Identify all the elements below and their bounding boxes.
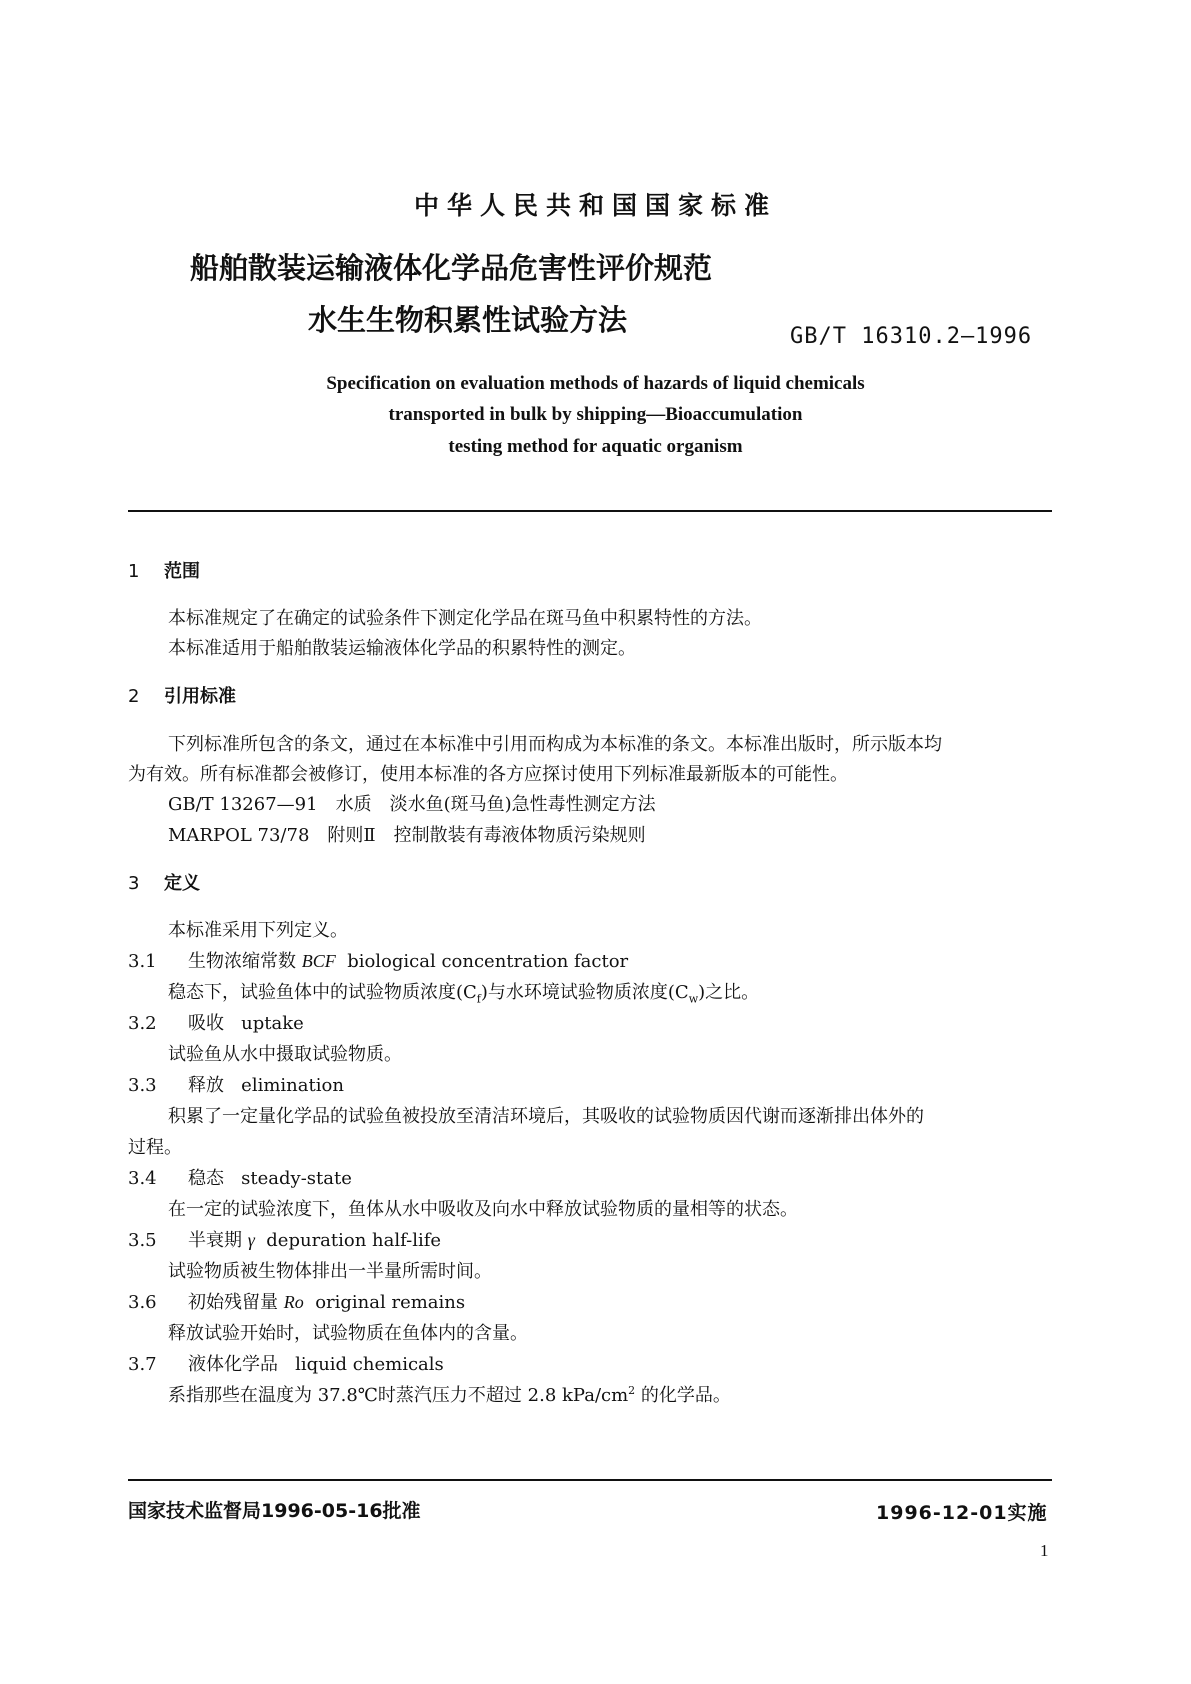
definition-3-5-symbol: γ	[247, 1230, 255, 1250]
section-1-label: 范围	[164, 561, 200, 582]
section-2-para-1a: 下列标准所包含的条文，通过在本标准中引用而构成为本标准的条文。本标准出版时，所示版本均	[168, 734, 942, 755]
definition-3-3-number: 3.3	[128, 1075, 157, 1096]
definition-3-1-term: 生物浓缩常数	[188, 951, 296, 972]
definition-3-7-superscript: 2	[628, 1384, 636, 1397]
implementation-date: 1996-12-01实施	[876, 1502, 1048, 1524]
definition-3-1-text-b: )与水环境试验物质浓度(C	[480, 982, 689, 1003]
section-2-ref-2: MARPOL 73/78 附则Ⅱ 控制散装有毒液体物质污染规则	[168, 825, 646, 846]
definition-3-4-english: steady-state	[241, 1168, 352, 1189]
title-en-line1: Specification on evaluation methods of hazards of liquid chemicals	[326, 373, 865, 394]
title-cn-line2: 水生生物积累性试验方法	[308, 303, 628, 337]
definition-3-3-english: elimination	[241, 1075, 344, 1096]
definition-3-4-term: 稳态	[188, 1168, 224, 1189]
definition-3-7-text-a: 系指那些在温度为 37.8℃时蒸汽压力不超过 2.8 kPa/cm	[168, 1385, 629, 1406]
footer-divider	[128, 1479, 1052, 1481]
definition-3-1-english: biological concentration factor	[347, 951, 629, 972]
definition-3-1-number: 3.1	[128, 951, 157, 972]
definition-3-4-text: 在一定的试验浓度下，鱼体从水中吸收及向水中释放试验物质的量相等的状态。	[168, 1199, 798, 1220]
page-number: 1	[1040, 1541, 1049, 1560]
definition-3-1-symbol: BCF	[301, 951, 336, 971]
section-2-heading	[128, 682, 236, 708]
definition-3-2-number: 3.2	[128, 1013, 157, 1034]
definition-3-2-term: 吸收	[188, 1013, 224, 1034]
definition-3-6-text: 释放试验开始时，试验物质在鱼体内的含量。	[168, 1323, 528, 1344]
title-en-line3: testing method for aquatic organism	[448, 436, 743, 457]
definition-3-7-text-b: 的化学品。	[635, 1385, 731, 1406]
definition-3-7-english: liquid chemicals	[295, 1354, 444, 1375]
definition-3-5-english: depuration half-life	[266, 1230, 442, 1251]
definition-3-1-text-a: 稳态下，试验鱼体中的试验物质浓度(C	[168, 982, 477, 1003]
definition-3-6-symbol: Ro	[283, 1292, 304, 1312]
standard-number: GB/T 16310.2—1996	[790, 324, 1033, 349]
section-1-number: 1	[128, 561, 140, 582]
section-2-number: 2	[128, 686, 140, 707]
header-divider	[128, 510, 1052, 512]
definition-3-1-text-c: )之比。	[698, 982, 760, 1003]
definition-3-7	[128, 1350, 444, 1376]
definition-3-4-number: 3.4	[128, 1168, 157, 1189]
definition-3-1	[128, 947, 628, 973]
definition-3-4	[128, 1164, 352, 1190]
section-2-ref-1: GB/T 13267—91 水质 淡水鱼(斑马鱼)急性毒性测定方法	[168, 794, 656, 815]
definition-3-5	[128, 1226, 441, 1252]
definition-3-2	[128, 1009, 304, 1035]
definition-3-7-text	[168, 1381, 731, 1407]
definition-3-5-text: 试验物质被生物体排出一半量所需时间。	[168, 1261, 492, 1282]
section-1-heading	[128, 557, 200, 583]
section-3-intro: 本标准采用下列定义。	[168, 920, 348, 941]
section-1-para-1: 本标准规定了在确定的试验条件下测定化学品在斑马鱼中积累特性的方法。	[168, 608, 762, 629]
definition-3-7-number: 3.7	[128, 1354, 157, 1375]
section-3-label: 定义	[164, 873, 200, 894]
definition-3-6	[128, 1288, 465, 1314]
definition-3-6-term: 初始残留量	[188, 1292, 278, 1313]
approval-date: 国家技术监督局1996-05-16批准	[128, 1500, 421, 1522]
section-2-para-1b: 为有效。所有标准都会被修订，使用本标准的各方应探讨使用下列标准最新版本的可能性。	[128, 764, 848, 785]
definition-3-5-term: 半衰期	[188, 1230, 242, 1251]
definition-3-1-text	[168, 978, 759, 1006]
section-1-para-2: 本标准适用于船舶散装运输液体化学品的积累特性的测定。	[168, 638, 636, 659]
definition-3-6-english: original remains	[315, 1292, 466, 1313]
definition-3-2-text: 试验鱼从水中摄取试验物质。	[168, 1044, 402, 1065]
title-en-line2: transported in bulk by shipping—Bioaccumulation	[388, 404, 803, 425]
definition-3-6-number: 3.6	[128, 1292, 157, 1313]
definition-3-3-text-b: 过程。	[128, 1137, 182, 1158]
definition-3-5-number: 3.5	[128, 1230, 157, 1251]
section-3-number: 3	[128, 873, 140, 894]
definition-3-3-term: 释放	[188, 1075, 224, 1096]
definition-3-3	[128, 1071, 344, 1097]
national-standard-header: 中华人民共和国国家标准	[413, 191, 777, 220]
section-2-label: 引用标准	[164, 686, 236, 707]
definition-3-1-sub-w: w	[688, 992, 699, 1006]
title-cn-line1: 船舶散装运输液体化学品危害性评价规范	[190, 251, 713, 285]
definition-3-2-english: uptake	[241, 1013, 304, 1034]
section-3-heading	[128, 869, 200, 895]
definition-3-1-sub-f: f	[476, 992, 481, 1006]
definition-3-7-term: 液体化学品	[188, 1354, 278, 1375]
definition-3-3-text-a: 积累了一定量化学品的试验鱼被投放至清洁环境后，其吸收的试验物质因代谢而逐渐排出体外的	[168, 1106, 924, 1127]
